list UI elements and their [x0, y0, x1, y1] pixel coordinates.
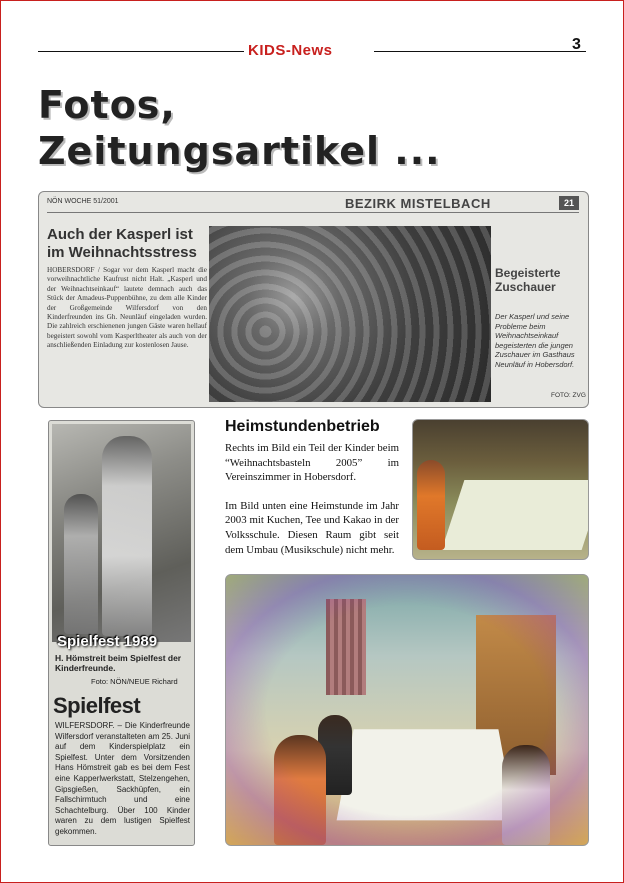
- photo-weihnachtsbasteln: [412, 419, 589, 560]
- newspaper-clipping-spielfest: [48, 420, 195, 846]
- photo-label-spielfest-1989: Spielfest 1989: [57, 633, 158, 650]
- clipping-page-badge: 21: [559, 196, 579, 210]
- clipping-masthead-right: BEZIRK MISTELBACH: [345, 196, 491, 211]
- photo-edge-effect: [226, 575, 588, 845]
- heimstunden-paragraph-1: Rechts im Bild ein Teil der Kinder beim “Weihnachtsbasteln 2005” im Vereinszimmer in Hobersdorf.: [225, 442, 399, 484]
- clipping-photo-spielfest: [52, 424, 191, 642]
- heimstunden-text: [225, 441, 399, 571]
- photo-child: [417, 460, 445, 550]
- clipping-masthead-left: NÖN WOCHE 51/2001: [47, 198, 119, 205]
- clipping-photo-audience: [209, 226, 491, 402]
- header-rule-right: [374, 51, 586, 52]
- page-number: 3: [572, 36, 581, 53]
- heimstunden-paragraph-2: Im Bild unten eine Heimstunde im Jahr 2003 mit Kuchen, Tee und Kakao in der Volksschule. Diesen Raum gibt seit dem Umbau (Musikschule) nicht mehr.: [225, 499, 399, 556]
- section-heading-heimstunden: Heimstundenbetrieb: [225, 418, 380, 435]
- clipping-caption: H. Hömstreit beim Spielfest der Kinderfreunde.: [55, 653, 182, 673]
- photo-heimstunde-2003: [225, 574, 589, 846]
- header-rule-left: [38, 51, 244, 52]
- newspaper-clipping-kasperl: [38, 191, 589, 408]
- clipping-body: WILFERSDORF. – Die Kinderfreunde Wilfersdorf veranstalteten am 25. Juni auf dem Kinderspielplatz ein Spielfest. Unter dem Vorsitzenden Hans Hömstreit gab es bei dem Fest eine Kapperlwerkstatt, Stelzengehen, Gipsgießen, Sackhüpfen, ein Fallschirmtuch und eine Schachtelburg. Über 100 Kinder waren zu dem lustigen Spielfest gekommen.: [55, 721, 190, 836]
- page-headline: [38, 82, 441, 174]
- clipping-caption-head: Begeisterte Zuschauer: [495, 266, 561, 294]
- clipping-headline: Spielfest: [53, 693, 141, 718]
- headline-line-1: Fotos,: [38, 83, 176, 127]
- clipping-photo-credit: FOTO: ZVG: [551, 392, 586, 399]
- clipping-body: HOBERSDORF / Sogar vor dem Kasperl macht die vorweihnachtliche Kaufrust nicht Halt. „Kasperl und der Weihnachtseinkauf“ lautete demnach auch das Stück der Amadeus-Puppenbühne, zu dem alle Kinder der Großgemeinde Wilfersdorf von den Kinderfreunden ins Gh. Neunläuf eingeladen wurden. Die zahlreich erschienenen jungen Gäste waren hellauf begeistert sowohl vom Kasperltheater als auch von der anschließenden Einladung zur kostenlosen Jause.: [47, 266, 207, 350]
- clipping-rule: [47, 212, 579, 213]
- photo-craft-table: [442, 480, 589, 550]
- photo-figure-child: [64, 494, 98, 634]
- section-title: KIDS-News: [248, 42, 333, 59]
- clipping-photo-credit: Foto: NÖN/NEUE Richard: [91, 677, 178, 686]
- clipping-headline: Auch der Kasperl ist im Weihnachtsstress: [47, 226, 197, 261]
- clipping-caption: Der Kasperl und seine Probleme beim Weihnachtseinkauf begeisterten die jungen Zuschauer im Gasthaus Neunläuf in Hobersdorf.: [495, 312, 575, 369]
- photo-figure-woman: [102, 436, 152, 636]
- headline-line-2: Zeitungsartikel ...: [38, 129, 441, 173]
